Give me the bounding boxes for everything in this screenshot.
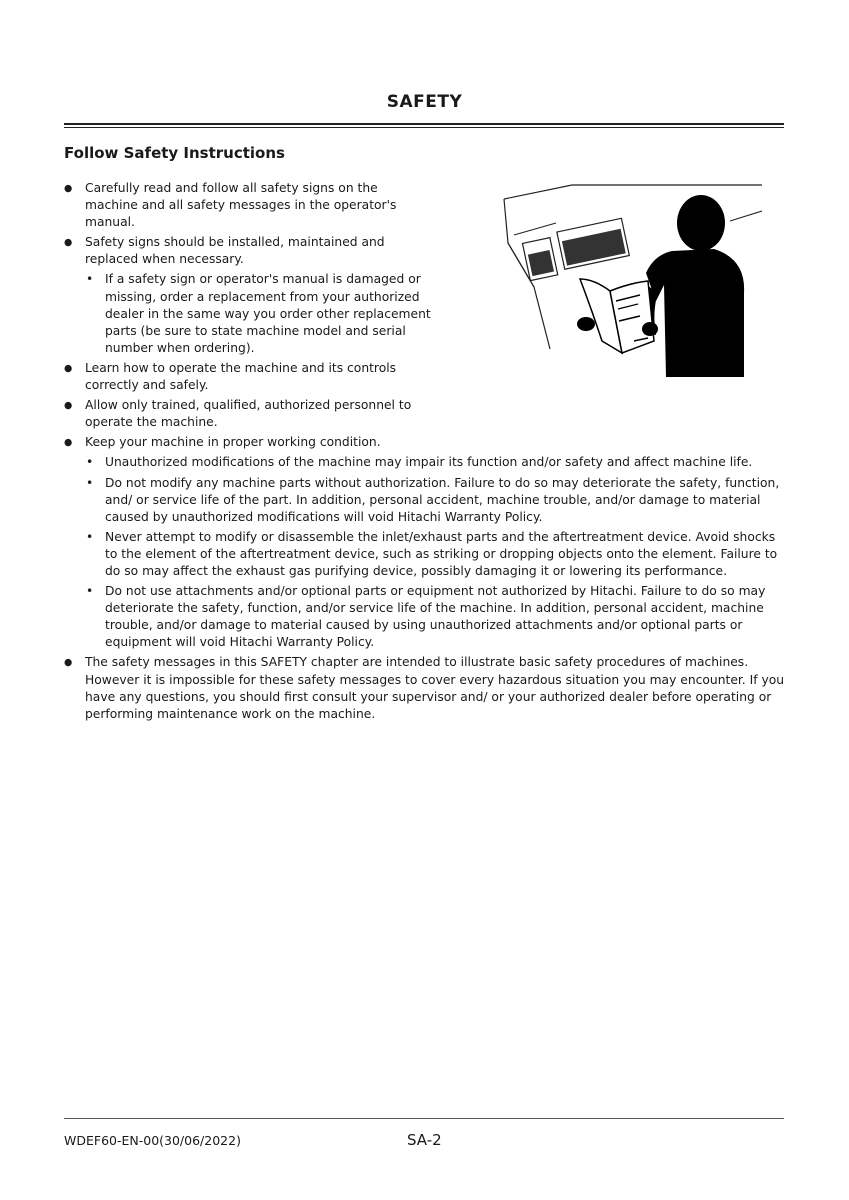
header-rule-thick	[64, 123, 784, 125]
list-item: ● Carefully read and follow all safety signs on the machine and all safety messages in the operator's manual.	[64, 180, 417, 231]
sub-list-item: • Do not modify any machine parts without authorization. Failure to do so may deteriorate the safety, function, and/ or service life of the part. In addition, personal accident, machine trouble, and/or damage to material caused by unauthorized modifications will void Hitachi Warranty Policy.	[64, 475, 786, 526]
sub-list-item: • Do not use attachments and/or optional parts or equipment not authorized by Hitachi. Failure to do so may deteriorate the safety, function, and/or service life of the machine. In addition, personal accident, machine trouble, and/or damage to material caused by using unauthorized attachments and/or optional parts or equipment will void Hitachi Warranty Policy.	[64, 583, 786, 651]
list-item: ● The safety messages in this SAFETY chapter are intended to illustrate basic safety procedures of machines. However it is impossible for these safety messages to cover every hazardous situation you may encounter. If you have any questions, you should first consult your supervisor and/ or your authorized dealer before operating or performing maintenance work on the machine.	[64, 654, 786, 722]
sub-list-item: • If a safety sign or operator's manual is damaged or missing, order a replacement from your authorized dealer in the same way you order other replacement parts (be sure to state machine model and serial number when ordering).	[64, 271, 437, 356]
sub-list-item: • Never attempt to modify or disassemble the inlet/exhaust parts and the aftertreatment device. Avoid shocks to the element of the aftertreatment device, such as striking or dropping objects onto the element. Failure to do so may affect the exhaust gas purifying device, possibly damaging it or lowering its performance.	[64, 529, 786, 580]
list-item: ● Allow only trained, qualified, authorized personnel to operate the machine.	[64, 397, 417, 431]
footer-doc-code: WDEF60-EN-00(30/06/2022)	[64, 1133, 241, 1148]
list-item: ● Keep your machine in proper working condition.	[64, 434, 786, 451]
list-item: ● Safety signs should be installed, maintained and replaced when necessary.	[64, 234, 417, 268]
footer-rule	[64, 1118, 784, 1119]
safety-instructions-list	[64, 180, 786, 726]
sub-list-item: • Unauthorized modifications of the machine may impair its function and/or safety and affect machine life.	[64, 454, 786, 471]
list-item: ● Learn how to operate the machine and its controls correctly and safely.	[64, 360, 417, 394]
section-heading: Follow Safety Instructions	[64, 144, 285, 162]
page-header-title: SAFETY	[386, 92, 463, 112]
header-rule-thin	[64, 127, 784, 128]
footer-page-number: SA-2	[407, 1131, 442, 1149]
